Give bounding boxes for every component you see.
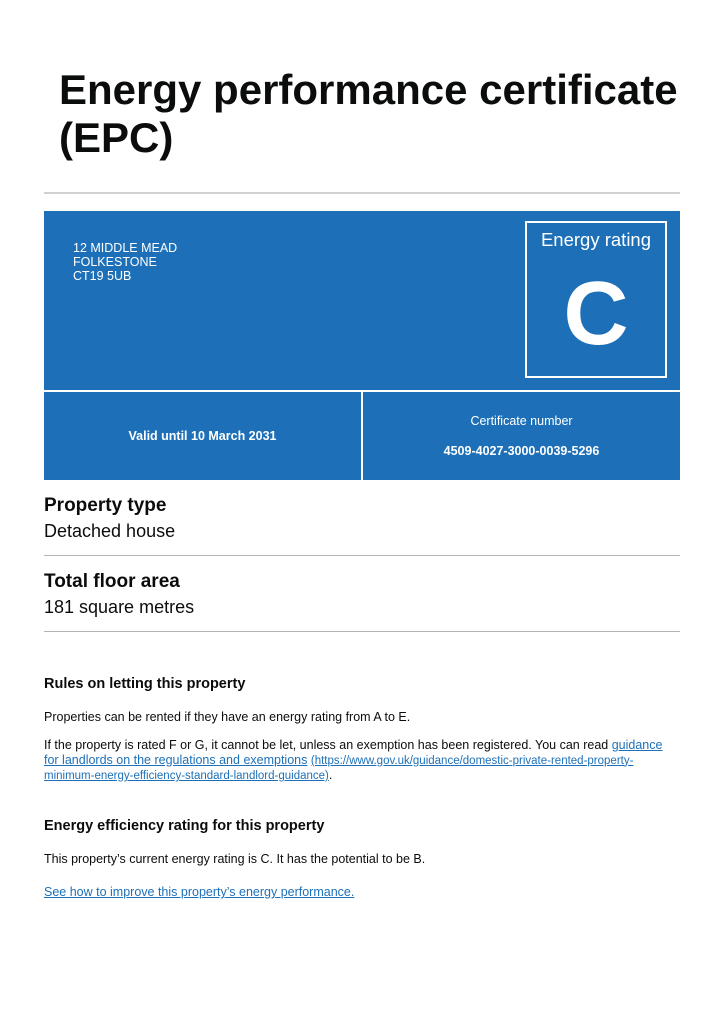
address-postcode: CT19 5UB [73,269,132,283]
certificate-number: 4509-4027-3000-0039-5296 [443,444,600,458]
letting-rules-heading: Rules on letting this property [44,676,246,692]
floor-area-heading: Total floor area [44,571,180,592]
energy-rating-label: Energy rating [540,229,652,250]
summary-divider-2 [44,631,680,632]
landlord-guidance-url-link[interactable]: (https://www.gov.uk/guidance/domestic-private-rented-property-minimum-energy-efficiency-standard-landlord-guidance) [44,754,634,782]
letting-rules-paragraph-1: Properties can be rented if they have an energy rating from A to E. [44,710,411,724]
page-title: Energy performance certificate (EPC) [59,66,678,161]
efficiency-rating-text: This property’s current energy rating is C. It has the potential to be B. [44,852,426,866]
property-type-heading: Property type [44,495,167,516]
letting-rules-paragraph-2 [44,738,676,784]
property-type-value: Detached house [44,521,176,541]
validity-cell [44,392,361,480]
improve-paragraph [44,885,676,900]
efficiency-rating-heading: Energy efficiency rating for this property [44,818,325,834]
panel-divider-vertical [361,392,363,480]
landlord-guidance-link[interactable]: guidance for landlords on the regulations and exemptions [44,738,663,767]
letting-rules-text: If the property is rated F or G, it cannot be let, unless an exemption has been registered. You can read [44,738,612,752]
energy-rating-box [525,221,667,378]
address-line-1: 12 MIDDLE MEAD [73,241,178,255]
title-divider [44,192,680,194]
improve-performance-link[interactable]: See how to improve this property’s energy performance. [44,885,355,899]
epc-summary-panel [44,211,680,480]
address-line-2: FOLKESTONE [73,255,157,269]
property-address [73,241,177,283]
certificate-number-label: Certificate number [470,414,573,428]
valid-until-text: Valid until 10 March 2031 [128,429,277,443]
summary-divider-1 [44,555,680,556]
energy-rating-letter: C [563,264,629,364]
floor-area-value: 181 square metres [44,597,195,617]
letting-rules-period: . [328,768,333,782]
